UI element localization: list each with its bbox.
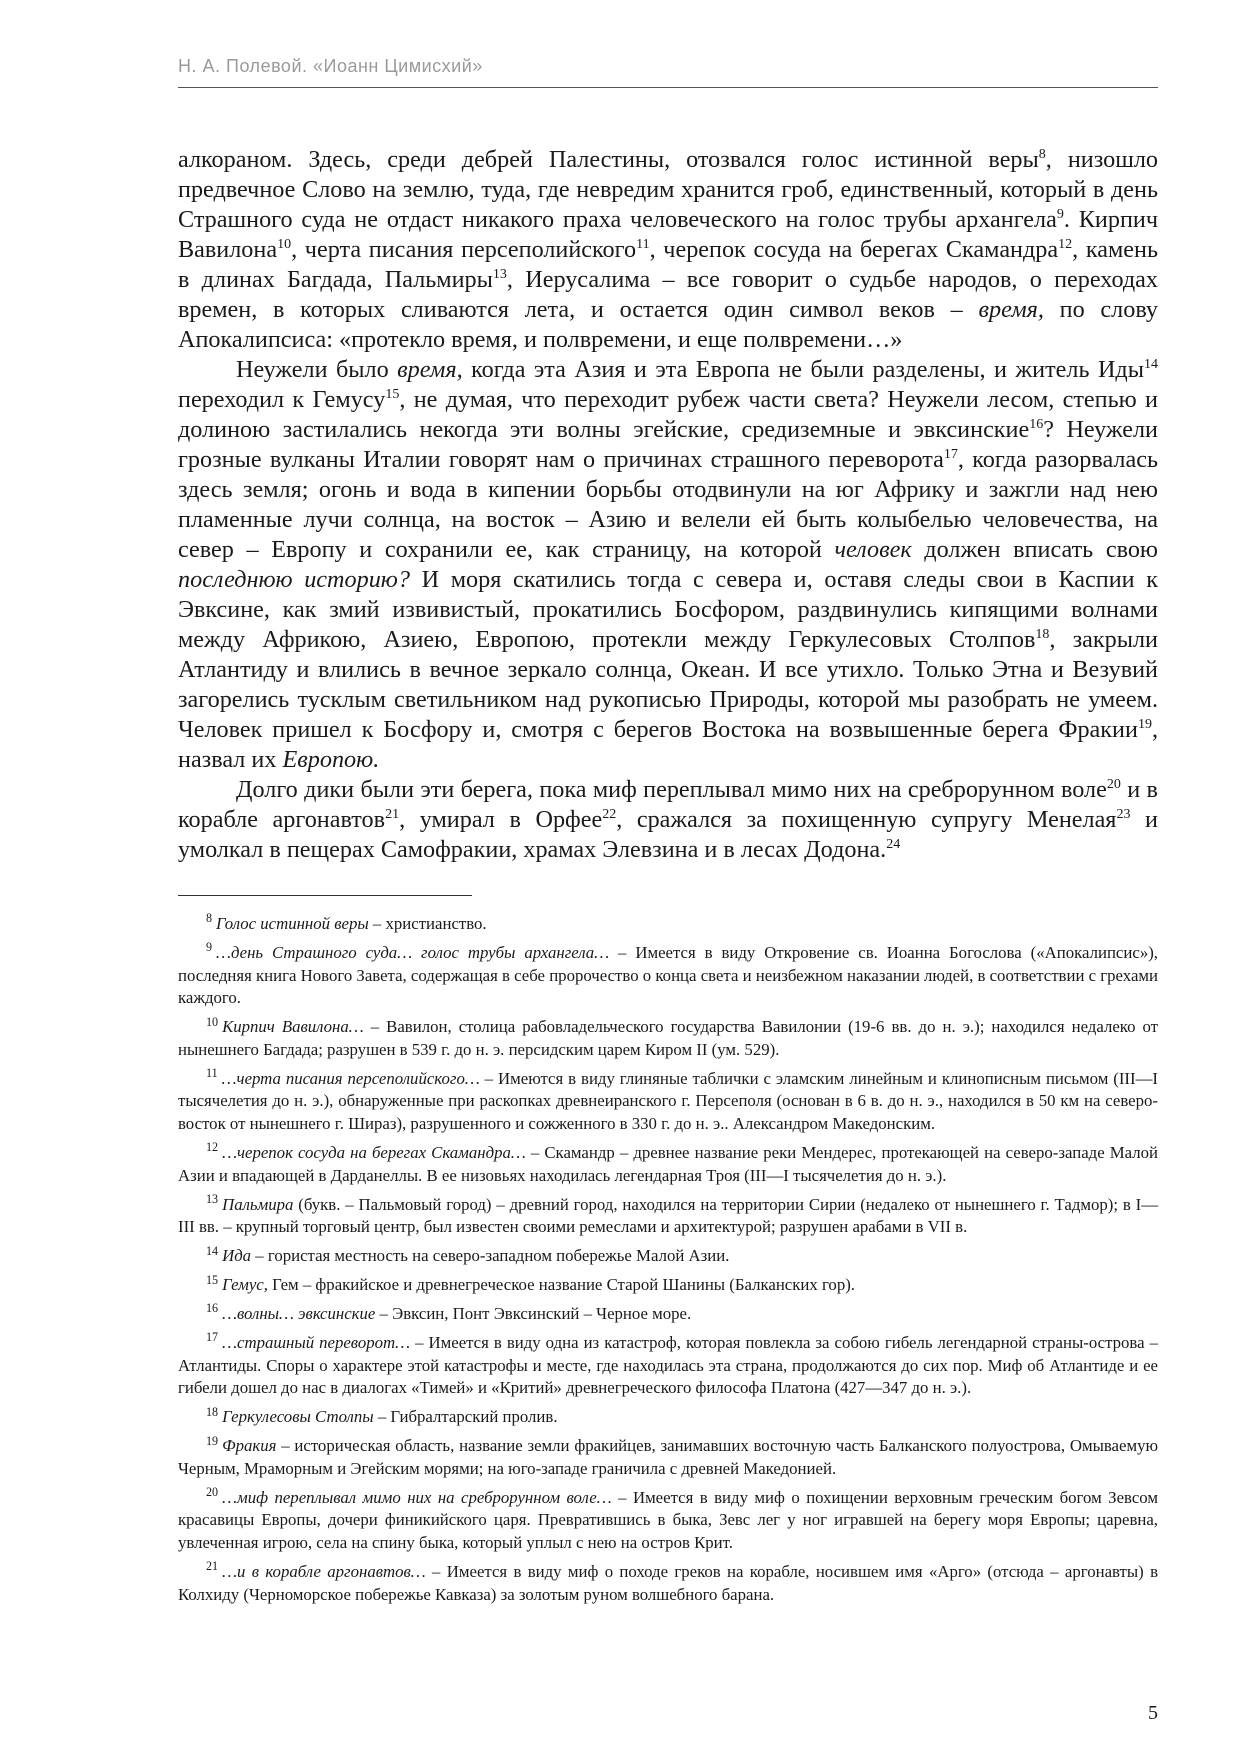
footnote-term: …волны… эвксинские — [222, 1304, 376, 1324]
text-span: , закрыли Атлантиду и влились в вечное зеркало солнца, Океан. И все утихло. Только Этна и Везувий загорелись тусклым светильником над рукописью Природы, которой мы разобрать не умеем. Человек пришел к Босфору и, смотря с берегов Востока на возвышенные берега Фракии — [178, 626, 1158, 743]
text-span: , умирал в Орфее — [399, 806, 603, 833]
footnote-text: – историческая область, название земли фракийцев, занимавших восточную часть Балканского полуострова, Омываемую Черным, Мраморным и Эгейским морями; на юго-западе граничила с древней Македонией. — [178, 1436, 1158, 1478]
footnote-term: Пальмира — [222, 1194, 294, 1214]
text-span: , низошло предвечное Слово на землю, туда, где невредим хранится гроб, единственный, который в день Страшного суда не отдаст никакого праха человеческого на голос трубы архангела — [178, 146, 1158, 233]
text-span: когда эта Азия и эта Европа не были разделены, и житель Иды — [462, 356, 1144, 383]
emphasis: время, — [397, 356, 463, 383]
footnote-text: – Имеются в виду глиняные таблички с эламским линейным и клинописным письмом (III—I тысячелетия до н. э.), обнаруженные при раскопках древнеиранского г. Персеполя (основан в 6 в. до н. э., находился в 50 км на северо-восток от нынешнего г. Шираз), разрушенного и сожженного в 330 г. до н. э.. Александром Македонским. — [178, 1068, 1158, 1134]
footnote-term: …черта писания персеполийского… — [221, 1068, 480, 1088]
footnote-ref[interactable]: 10 — [277, 235, 292, 252]
footnote-ref[interactable]: 19 — [1137, 715, 1152, 732]
emphasis: человек — [834, 536, 912, 563]
footnote-text: (букв. – Пальмовый город) – древний город, находился на территории Сирии (недалеко от нынешнего г. Тадмор); в I—III вв. – крупный торговый центр, был известен своими ремеслами и архитектурой; разрушен арабами в VII в. — [178, 1194, 1158, 1237]
paragraph-3 — [178, 775, 1158, 865]
footnote-text: – Скамандр – древнее название реки Мендерес, протекающей на северо-западе Малой Азии и впадающей в Дарданеллы. В ее низовьях находилась легендарная Троя (III—I тысячелетия до н. э.). — [178, 1143, 1158, 1185]
footnote-number: 15 — [206, 1272, 219, 1287]
footnote-number: 12 — [206, 1140, 219, 1155]
footnote-ref[interactable]: 8 — [1038, 145, 1046, 162]
emphasis: последнюю историю? — [178, 566, 410, 593]
footnote-number: 10 — [206, 1014, 219, 1029]
footnote-number: 18 — [206, 1404, 219, 1419]
footnote-number: 16 — [206, 1301, 219, 1316]
text-span: , сражался за похищенную супругу Менелая — [616, 806, 1117, 833]
footnote-ref[interactable]: 24 — [886, 835, 901, 852]
footnote-19 — [178, 1435, 1158, 1480]
text-span: , не думая, что переходит рубеж части света? Неужели лесом, степью и долиною застилались некогда эти волны эгейские, средиземные и эвксинские — [178, 386, 1158, 443]
footnote-ref[interactable]: 22 — [602, 805, 617, 822]
text-span: переходил к Гемусу — [178, 386, 386, 413]
paragraph-2 — [178, 355, 1158, 775]
footnote-ref[interactable]: 16 — [1029, 415, 1044, 432]
footnote-text: – Имеется в виду Откровение св. Иоанна Богослова («Апокалипсис»), последняя книга Нового Завета, содержащая в себе пророчество о конца света и неизбежном наказании людей, в соответствии с грехами каждого. — [178, 942, 1158, 1008]
footnote-ref[interactable]: 23 — [1116, 805, 1131, 822]
footnote-term: Геркулесовы Столпы — [222, 1407, 374, 1427]
footnote-9 — [178, 942, 1158, 1010]
footnotes-section — [178, 913, 1158, 1613]
footnote-term: Кирпич Вавилона… — [222, 1017, 364, 1037]
emphasis: Европою. — [282, 746, 380, 773]
footnote-11 — [178, 1068, 1158, 1136]
footnote-ref[interactable]: 18 — [1035, 625, 1050, 642]
header-rule — [178, 87, 1158, 88]
footnote-number: 11 — [206, 1066, 218, 1081]
footnote-10 — [178, 1016, 1158, 1061]
running-header: Н. А. Полевой. «Иоанн Цимисхий» — [178, 56, 483, 76]
footnote-text: – Эвксин, Понт Эвксинский – Черное море. — [375, 1304, 692, 1324]
text-span: и умолкал в пещерах Самофракии, храмах Элевзина и в лесах Додона. — [178, 806, 1158, 863]
footnote-term: …день Страшного суда… голос трубы архангела… — [216, 942, 610, 962]
footnote-16 — [178, 1303, 1158, 1326]
footnote-ref[interactable]: 13 — [492, 265, 507, 282]
footnote-18 — [178, 1406, 1158, 1429]
page-number: 5 — [1148, 1702, 1158, 1724]
footnote-term: …миф переплывал мимо них на среброрунном воле… — [222, 1487, 612, 1507]
footnote-number: 9 — [206, 940, 213, 955]
footnote-text: – Вавилон, столица рабовладельческого государства Вавилонии (19-6 вв. до н. э.); находился недалеко от нынешнего Багдада; разрушен в 539 г. до н. э. персидским царем Киром II (ум. 529). — [178, 1017, 1158, 1059]
footnote-number: 8 — [206, 911, 213, 926]
footnote-17 — [178, 1332, 1158, 1400]
main-text — [178, 145, 1158, 865]
footnote-ref[interactable]: 14 — [1143, 355, 1158, 372]
text-span: , камень в длинах Багдада, Пальмиры — [178, 236, 1159, 293]
footnote-number: 17 — [206, 1330, 219, 1345]
footnote-ref[interactable]: 17 — [943, 445, 958, 462]
footnote-text: Гем – фракийское и древнегреческое название Старой Шанины (Балканских гор). — [267, 1275, 855, 1295]
footnote-ref[interactable]: 9 — [1056, 205, 1064, 222]
footnote-text: – Имеется в виду миф о походе греков на корабле, носившем имя «Арго» (отсюда – аргонавты) в Колхиду (Черноморское побережье Кавказа) за золотым руном волшебного барана. — [178, 1562, 1158, 1604]
text-span: Неужели было — [236, 356, 398, 383]
footnote-ref[interactable]: 15 — [385, 385, 400, 402]
text-span: , когда разорвалась здесь земля; огонь и вода в кипении борьбы отодвинули на юг Африку и зажгли над нею пламенные лучи солнца, на восток – Азию и велели ей быть колыбелью человечества, на север – Европу и сохранили ее, как страницу, на которой — [178, 446, 1158, 563]
footnote-ref[interactable]: 20 — [1106, 775, 1121, 792]
text-span: И моря скатились тогда с севера и, оставя следы свои в Каспии к Эвксине, как змий извивистый, прокатились Босфором, раздвинулись кипящими волнами между Африкою, Азиею, Европою, протекли между Геркулесовых Столпов — [178, 566, 1158, 653]
text-span: . Кирпич Вавилона — [178, 206, 1158, 263]
footnote-20 — [178, 1487, 1158, 1555]
footnote-text: – христианство. — [368, 914, 487, 933]
footnote-text: – Гибралтарский пролив. — [373, 1407, 558, 1427]
text-span: ? Неужели грозные вулканы Италии говорят нам о причинах страшного переворота — [178, 416, 1158, 473]
footnote-8 — [178, 913, 1158, 936]
footnote-term: …страшный переворот… — [222, 1332, 411, 1352]
footnote-text: – Имеется в виду одна из катастроф, которая повлекла за собою гибель легендарной страны-острова – Атлантиды. Споры о характере этой катастрофы и месте, где находилась эта страна, продолжаются до сих пор. Миф об Атлантиде и ее гибели дошел до нас в диалогах «Тимей» и «Критий» древнегреческого философа Платона (427—347 до н. э.). — [178, 1332, 1158, 1398]
footnote-number: 21 — [206, 1559, 219, 1574]
footnote-term: Гемус, — [222, 1275, 268, 1295]
text-span: Долго дики были эти берега, пока миф переплывал мимо них на среброрунном воле — [236, 776, 1107, 803]
footnote-number: 20 — [206, 1485, 219, 1500]
footnote-21 — [178, 1561, 1158, 1606]
paragraph-1 — [178, 145, 1158, 355]
footnote-term: …и в корабле аргонавтов… — [222, 1562, 426, 1582]
text-span: , черепок сосуда на берегах Скамандра — [649, 236, 1059, 263]
footnote-number: 19 — [206, 1433, 219, 1448]
footnote-text: – Имеется в виду миф о похищении верховным греческим богом Зевсом красавицы Европы, дочери финикийского царя. Превратившись в быка, Зевс лег у ног игравшей на берегу моря Европы; царевна, увлеченная игрою, села на спину быка, который уплыл с нею на остров Крит. — [178, 1487, 1158, 1553]
footnote-text: – гористая местность на северо-западном побережье Малой Азии. — [251, 1246, 730, 1266]
footnote-12 — [178, 1142, 1158, 1187]
footnote-term: …черепок сосуда на берегах Скамандра… — [222, 1143, 526, 1163]
footnote-ref[interactable]: 12 — [1058, 235, 1073, 252]
text-span: , черта писания персеполийского — [291, 236, 637, 263]
footnote-13 — [178, 1194, 1158, 1239]
text-span: и в корабле аргонавтов — [178, 776, 1158, 833]
footnote-ref[interactable]: 11 — [636, 235, 650, 252]
footnote-ref[interactable]: 21 — [385, 805, 400, 822]
text-span: алкораном. Здесь, среди дебрей Палестины, отозвался голос истинной веры — [178, 146, 1039, 173]
text-span: по слову Апокалипсиса: «протекло время, и полвремени, и еще полвремени…» — [178, 296, 1159, 353]
text-span: должен вписать свою — [911, 536, 1158, 563]
footnote-term: Фракия — [222, 1436, 277, 1456]
footnote-number: 13 — [206, 1192, 219, 1207]
footnote-14 — [178, 1245, 1158, 1268]
footnote-15 — [178, 1274, 1158, 1297]
emphasis: время, — [978, 296, 1044, 323]
text-span: , назвал их — [178, 716, 1158, 773]
footnote-term: Голос истинной веры — [216, 914, 369, 933]
text-span: , Иерусалима – все говорит о судьбе народов, о переходах времен, в которых сливаются лета, и остается один символ веков – — [178, 266, 1158, 323]
footnote-separator — [178, 895, 472, 896]
footnote-term: Ида — [222, 1246, 252, 1266]
footnote-number: 14 — [206, 1243, 219, 1258]
